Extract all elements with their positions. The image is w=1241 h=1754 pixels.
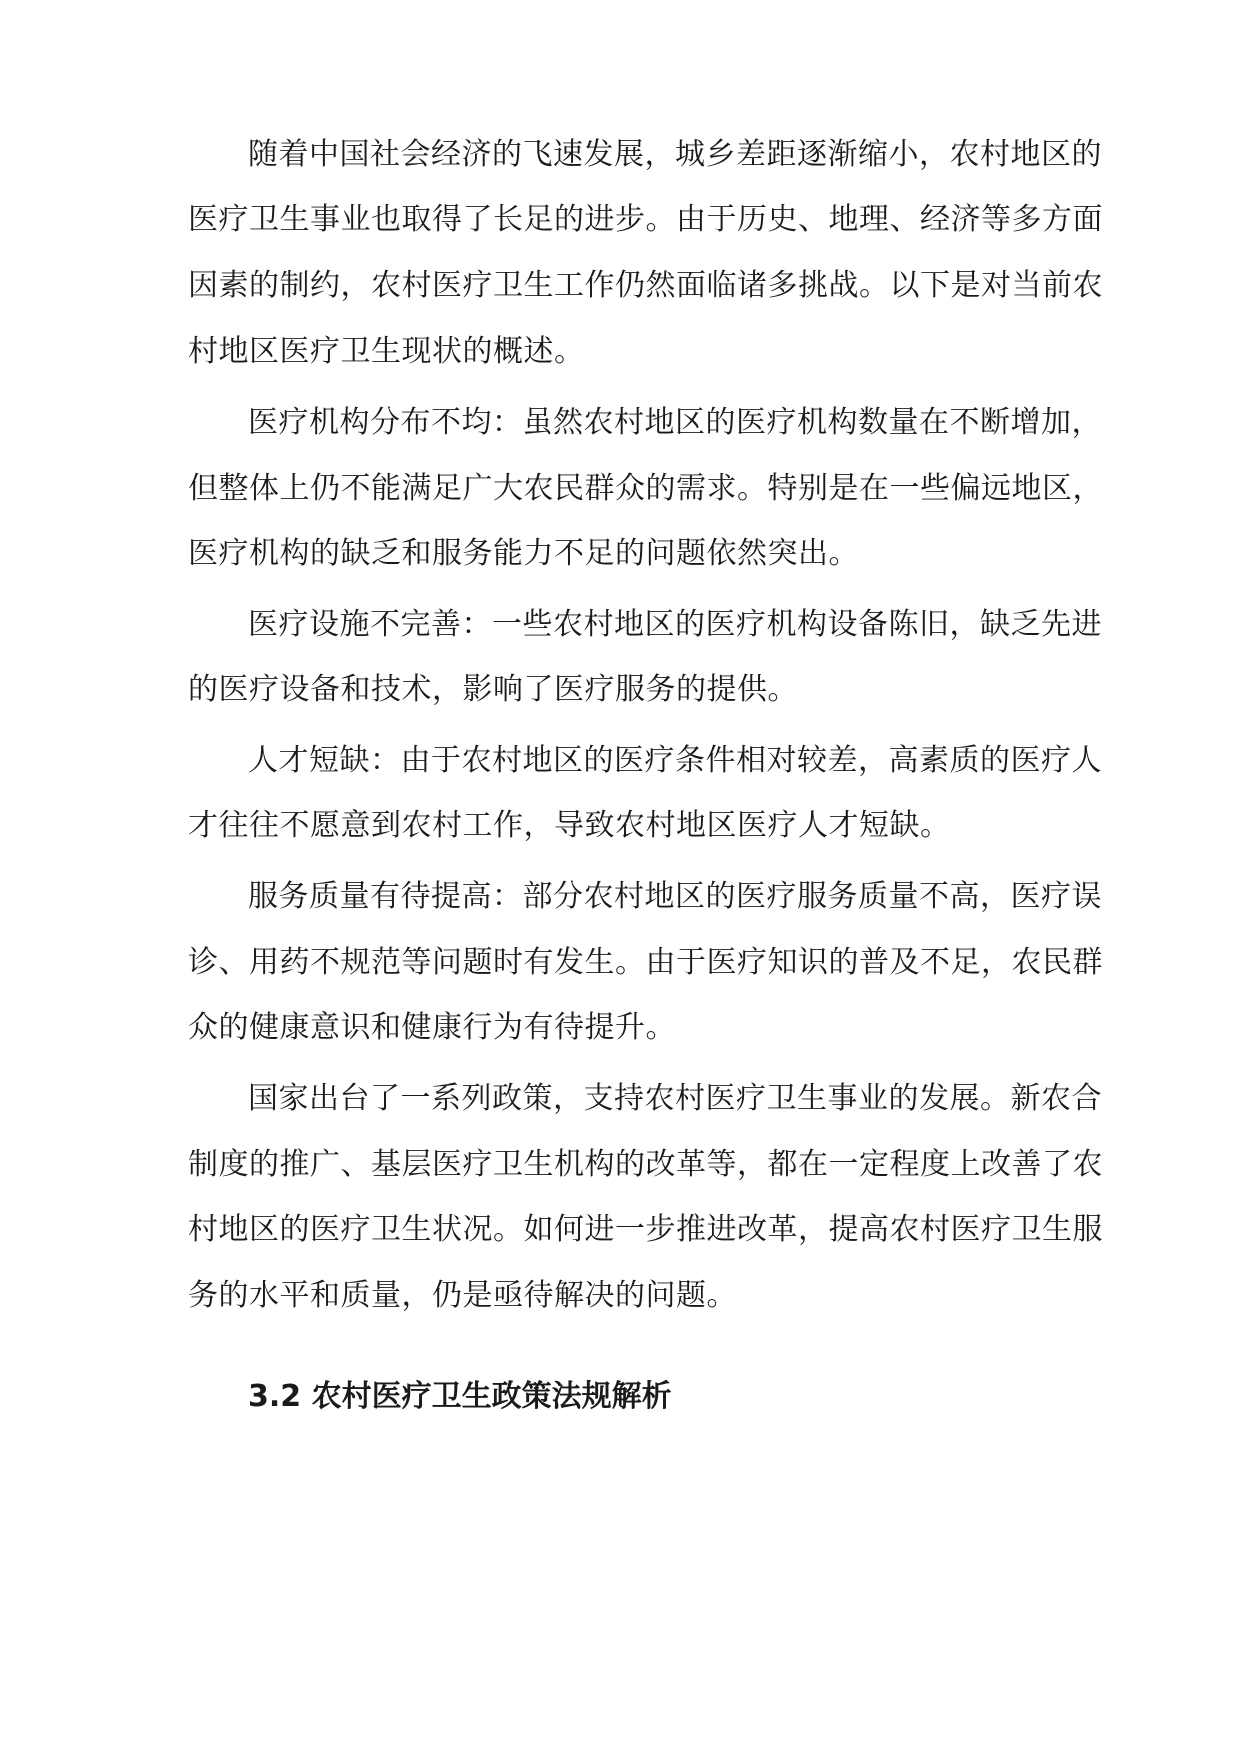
paragraph-4-line-1: 人才短缺：由于农村地区的医疗条件相对较差，高素质的医疗人 (248, 743, 1102, 778)
paragraph-3-line-1: 医疗设施不完善：一些农村地区的医疗机构设备陈旧，缺乏先进 (248, 607, 1102, 642)
paragraph-2-line-3: 医疗机构的缺乏和服务能力不足的问题依然突出。 (188, 536, 859, 571)
paragraph-2-line-1: 医疗机构分布不均：虽然农村地区的医疗机构数量在不断增加， (248, 405, 1102, 440)
paragraph-1-line-4: 村地区医疗卫生现状的概述。 (188, 334, 585, 369)
paragraph-6-line-1: 国家出台了一系列政策，支持农村医疗卫生事业的发展。新农合 (248, 1081, 1102, 1116)
paragraph-1-line-2: 医疗卫生事业也取得了长足的进步。由于历史、地理、经济等多方面 (188, 202, 1103, 237)
paragraph-5-line-3: 众的健康意识和健康行为有待提升。 (188, 1010, 676, 1045)
paragraph-2-line-2: 但整体上仍不能满足广大农民群众的需求。特别是在一些偏远地区， (188, 471, 1103, 506)
paragraph-6-line-3: 村地区的医疗卫生状况。如何进一步推进改革，提高农村医疗卫生服 (188, 1212, 1103, 1247)
section-heading: 3.2 农村医疗卫生政策法规解析 (248, 1379, 672, 1414)
paragraph-1-line-3: 因素的制约，农村医疗卫生工作仍然面临诸多挑战。以下是对当前农 (188, 268, 1103, 303)
paragraph-6-line-2: 制度的推广、基层医疗卫生机构的改革等，都在一定程度上改善了农 (188, 1147, 1103, 1182)
paragraph-4-line-2: 才往往不愿意到农村工作，导致农村地区医疗人才短缺。 (188, 808, 951, 843)
paragraph-5-line-2: 诊、用药不规范等问题时有发生。由于医疗知识的普及不足，农民群 (188, 945, 1103, 980)
paragraph-5-line-1: 服务质量有待提高：部分农村地区的医疗服务质量不高，医疗误 (248, 879, 1102, 914)
paragraph-1-line-1: 随着中国社会经济的飞速发展，城乡差距逐渐缩小，农村地区的 (248, 137, 1102, 172)
paragraph-6-line-4: 务的水平和质量，仍是亟待解决的问题。 (188, 1278, 737, 1313)
paragraph-3-line-2: 的医疗设备和技术，影响了医疗服务的提供。 (188, 672, 798, 707)
